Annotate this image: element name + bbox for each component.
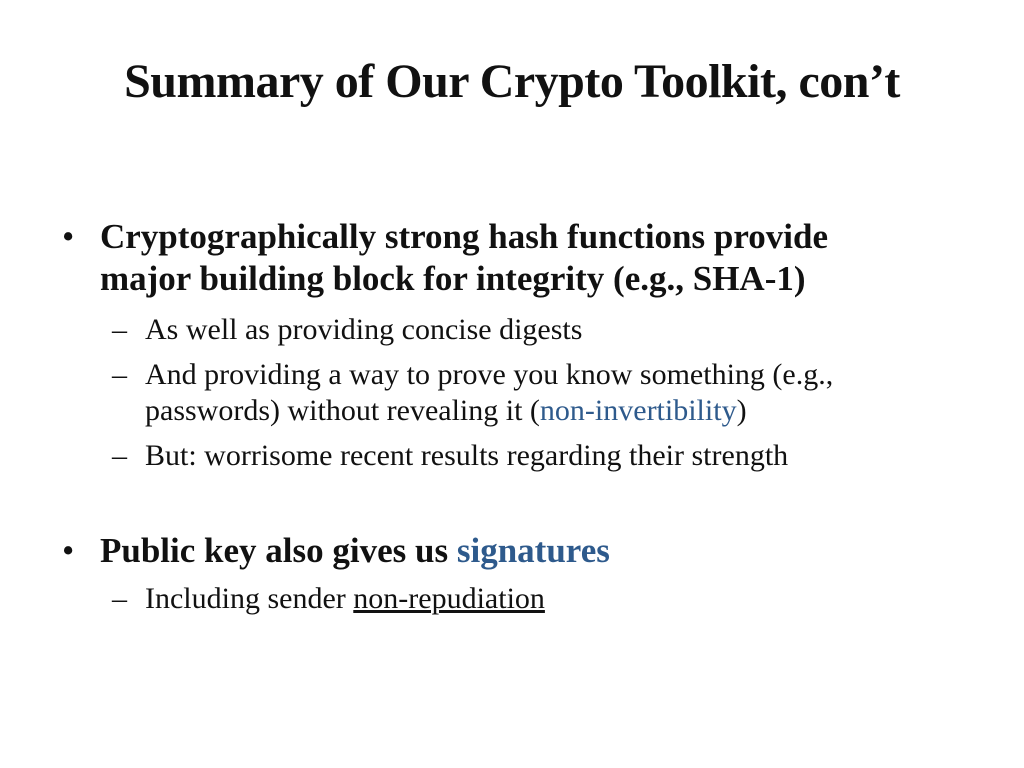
- sub-bullet-text-pre: passwords) without revealing it (: [145, 394, 540, 427]
- dash-marker: –: [112, 582, 127, 615]
- sub-bullet-text: As well as providing concise digests: [145, 313, 583, 346]
- sub-bullet-text: But: worrisome recent results regarding their strength: [145, 439, 789, 472]
- bullet-text-line-2: major building block for integrity (e.g., SHA-1): [100, 259, 806, 298]
- dash-marker: –: [112, 358, 127, 391]
- bullet-hash-functions: [62, 216, 962, 300]
- sub-bullet-concise-digests: [112, 312, 952, 348]
- sub-bullet-text: [145, 581, 952, 617]
- non-repudiation-term: non-repudiation: [353, 582, 545, 615]
- bullet-marker: •: [62, 531, 75, 570]
- bullet-text: [100, 530, 962, 572]
- dash-marker: –: [112, 313, 127, 346]
- signatures-term: signatures: [456, 531, 610, 570]
- sub-bullet-text-pre: Including sender: [145, 582, 354, 615]
- sub-bullet-worrisome-results: [112, 438, 952, 474]
- sub-bullet-prove-knowledge: [112, 357, 952, 429]
- non-invertibility-term: non-invertibility: [539, 394, 737, 427]
- bullet-text-line-1: Cryptographically strong hash functions provide: [100, 217, 828, 256]
- slide-title: Summary of Our Crypto Toolkit, con’t: [124, 55, 900, 108]
- bullet-public-key-signatures: [62, 530, 962, 572]
- sub-bullet-text-post: ): [736, 394, 747, 427]
- sub-bullet-text-line-2: [145, 393, 952, 429]
- bullet-marker: •: [62, 217, 75, 256]
- dash-marker: –: [112, 439, 127, 472]
- sub-bullet-non-repudiation: [112, 581, 952, 617]
- sub-bullet-text-line-1: And providing a way to prove you know something (e.g.,: [145, 358, 834, 391]
- bullet-text-pre: Public key also gives us: [100, 531, 457, 570]
